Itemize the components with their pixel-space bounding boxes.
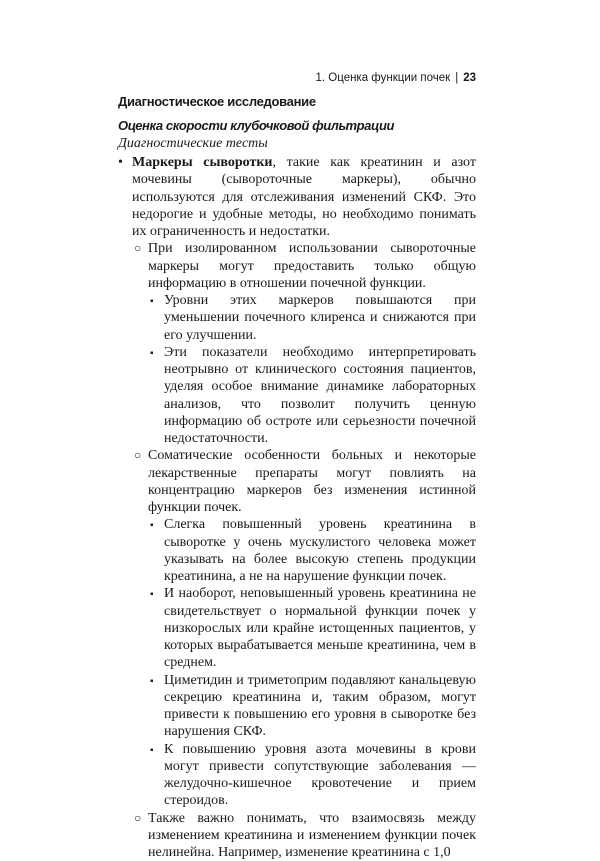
page-number: 23 — [463, 72, 476, 84]
list-item — [118, 672, 476, 741]
paragraph-text: И наоборот, неповышенный уровень креатинина не свидетельствует о нормальной функции почек у низкорослых или крайне истощенных пациентов, у которых вырабатывается меньше креатинина, чем в среднем. — [164, 586, 476, 670]
paragraph-text: Соматические особенности больных и некоторые лекарственные препараты могут повлиять на концентрацию маркеров без изменения истинной функции почек. — [148, 448, 476, 515]
paragraph-text: Уровни этих маркеров повышаются при уменьшении почечного клиренса и снижаются при его улучшении. — [164, 293, 476, 343]
square-bullet-icon: ▪ — [150, 586, 154, 603]
circle-bullet-icon: ○ — [134, 810, 141, 827]
term-serum-markers: Маркеры сыворотки — [132, 155, 273, 170]
paragraph-text: , такие как креатинин и азот мочевины (сывороточные маркеры), обычно используются для отслеживания изменений СКФ. Это недорогие и удобные методы, но необходимо понимать их ограниченность и недостатки. — [132, 155, 476, 239]
square-bullet-icon: ▪ — [150, 293, 154, 310]
paragraph-text: При изолированном использовании сывороточные маркеры могут предоставить только общую информацию в отношении почечной функции. — [148, 241, 476, 291]
list-item — [118, 585, 476, 671]
paragraph-text: Циметидин и триметоприм подавляют канальцевую секрецию креатинина и, таким образом, могут привести к повышению его уровня в сыворотке без нарушения СКФ. — [164, 673, 476, 740]
list-item — [118, 344, 476, 448]
section-heading: Диагностическое исследование — [118, 94, 316, 109]
paragraph-text: К повышению уровня азота мочевины в крови могут привести сопутствующие заболевания — желудочно-кишечное кровотечение и прием стероидов. — [164, 742, 476, 809]
list-item — [118, 240, 476, 292]
running-header — [316, 72, 477, 84]
list-item — [118, 810, 476, 861]
list-item — [118, 741, 476, 810]
bullet-icon: • — [118, 154, 123, 171]
subsubsection-heading: Диагностические тесты — [118, 136, 268, 152]
list-item — [118, 516, 476, 585]
circle-bullet-icon: ○ — [134, 447, 141, 464]
paragraph-text: Эти показатели необходимо интерпретировать неотрывно от клинического состояния пациентов, уделяя особое внимание динамике лабораторных анализов, что позволит получить ценную информацию об остроте или серьезности почечной недостаточности. — [164, 345, 476, 446]
list-item — [118, 292, 476, 344]
subsection-heading: Оценка скорости клубочковой фильтрации — [118, 118, 394, 133]
square-bullet-icon: ▪ — [150, 345, 154, 362]
paragraph-text: Также важно понимать, что взаимосвязь между изменением креатинина и изменением функции почек нелинейна. Например, изменение креатинина с 1,0 — [148, 811, 476, 861]
circle-bullet-icon: ○ — [134, 240, 141, 257]
chapter-title: 1. Оценка функции почек — [316, 72, 451, 84]
list-item — [118, 154, 476, 240]
square-bullet-icon: ▪ — [150, 673, 154, 690]
header-separator: | — [455, 72, 458, 84]
paragraph-text: Слегка повышенный уровень креатинина в сыворотке у очень мускулистого человека может указывать на более высокую степень продукции креатинина, а не на нарушение функции почек. — [164, 517, 476, 584]
page-body — [118, 154, 476, 861]
square-bullet-icon: ▪ — [150, 742, 154, 759]
list-item — [118, 447, 476, 516]
square-bullet-icon: ▪ — [150, 517, 154, 534]
